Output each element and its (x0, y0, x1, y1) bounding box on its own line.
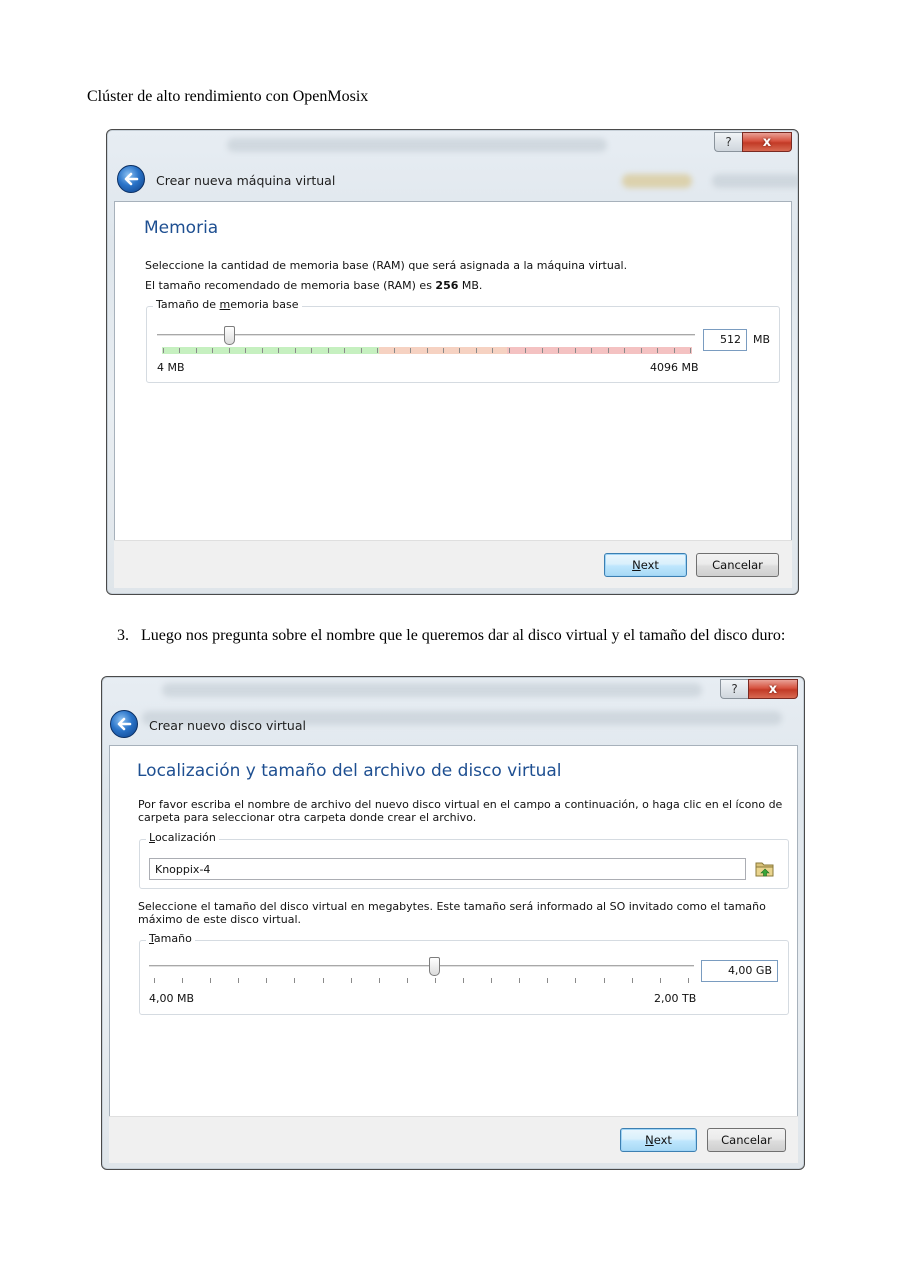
help-icon: ? (731, 682, 738, 696)
help-button[interactable] (720, 679, 748, 699)
blurred-background (162, 683, 702, 697)
recommended-value: 256 (435, 279, 459, 292)
back-button[interactable] (117, 165, 145, 193)
dialog-footer (114, 540, 792, 588)
page-heading: Localización y tamaño del archivo de disco virtual (137, 761, 562, 781)
document-header: Clúster de alto rendimiento con OpenMosix (87, 88, 369, 105)
help-icon: ? (725, 135, 732, 149)
create-disk-dialog (101, 676, 805, 1170)
dialog-content (109, 745, 798, 1117)
size-slider-track[interactable] (149, 965, 694, 968)
title-buttons (714, 132, 792, 152)
back-button[interactable] (110, 710, 138, 738)
title-buttons (720, 679, 798, 699)
slider-max-label: 4096 MB (650, 361, 699, 374)
memory-size-group (146, 298, 780, 383)
cancel-button[interactable]: Cancelar (696, 553, 779, 577)
step-number: 3. (117, 627, 129, 644)
cancel-button[interactable]: Cancelar (707, 1128, 786, 1152)
next-button[interactable]: N ext (620, 1128, 697, 1152)
group-label: Tamaño (146, 932, 195, 945)
dialog-content (114, 201, 792, 541)
description-text: Seleccione la cantidad de memoria base (RAM) que será asignada a la máquina virtual. (145, 259, 628, 272)
memory-slider-thumb[interactable] (224, 326, 235, 345)
slider-ticks (154, 977, 689, 984)
size-description: Seleccione el tamaño del disco virtual en megabytes. Este tamaño será informado al SO invitado como el tamaño máximo de este disco virtual. (138, 900, 766, 926)
close-icon: x (762, 134, 772, 150)
slider-max-label: 2,00 TB (654, 992, 697, 1005)
blurred-background (622, 174, 692, 188)
dialog-title: Crear nuevo disco virtual (149, 718, 306, 733)
memory-size-input[interactable]: 512 (703, 329, 747, 351)
close-button[interactable] (742, 132, 792, 152)
size-input[interactable]: 4,00 GB (701, 960, 778, 982)
blurred-background (227, 138, 607, 152)
slider-ticks (163, 347, 691, 354)
location-group (139, 831, 789, 889)
recommendation-text: El tamaño recomendado de memoria base (RAM) es 256 MB. (145, 279, 483, 292)
help-button[interactable] (714, 132, 742, 152)
next-button[interactable]: N ext (604, 553, 687, 577)
size-slider-thumb[interactable] (429, 957, 440, 976)
page-heading: Memoria (144, 218, 219, 238)
dialog-title: Crear nueva máquina virtual (156, 173, 336, 188)
location-description: Por favor escriba el nombre de archivo del nuevo disco virtual en el campo a continuación, o haga clic en el ícono de carpeta para seleccionar otra carpeta donde crear el archivo. (138, 798, 783, 824)
close-button[interactable] (748, 679, 798, 699)
create-vm-dialog (106, 129, 799, 595)
slider-min-label: 4 MB (157, 361, 185, 374)
size-group (139, 932, 789, 1015)
slider-min-label: 4,00 MB (149, 992, 195, 1005)
group-label: Localización (146, 831, 219, 844)
folder-browse-icon[interactable] (755, 860, 775, 878)
blurred-background (712, 174, 799, 188)
memory-unit-label: MB (753, 333, 771, 346)
back-arrow-icon (122, 170, 140, 188)
dialog-footer (109, 1116, 798, 1163)
location-input[interactable]: Knoppix-4 (149, 858, 746, 880)
close-icon: x (768, 681, 778, 697)
group-label: Tamaño de memoria base (153, 298, 302, 311)
back-arrow-icon (115, 715, 133, 733)
step-text: Luego nos pregunta sobre el nombre que le queremos dar al disco virtual y el tamaño del disco duro: (141, 627, 786, 644)
memory-slider-track[interactable] (157, 334, 695, 337)
